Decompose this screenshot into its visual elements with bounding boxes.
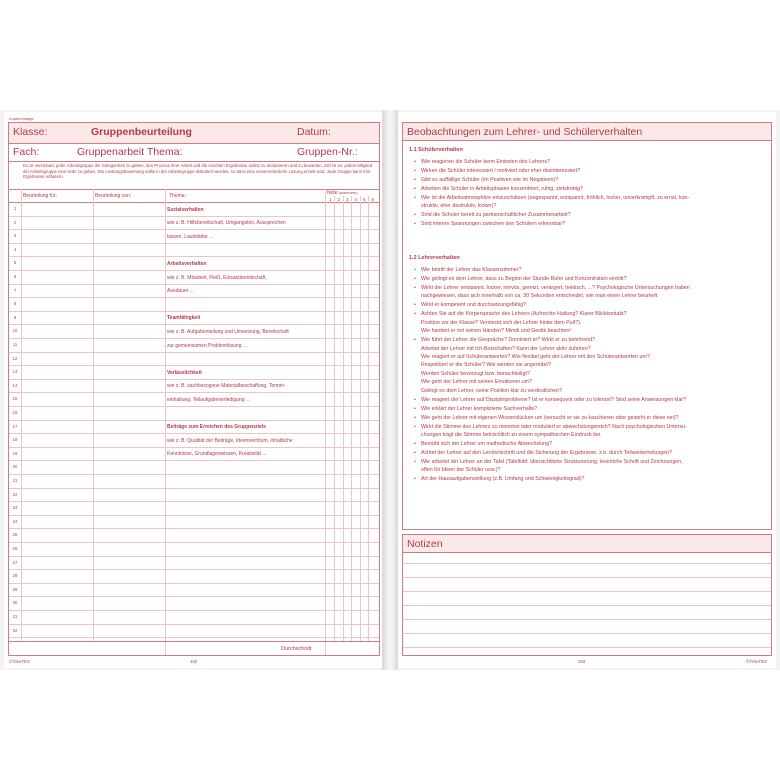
list-item — [414, 414, 766, 422]
list-item — [414, 458, 766, 466]
note-line — [403, 605, 771, 606]
list-item-text: Werden Schüler bevorzugt bzw. benachteiligt? — [421, 370, 530, 377]
col-divider — [21, 189, 22, 641]
table-row — [9, 557, 379, 571]
bullet-icon: • — [414, 337, 416, 344]
page-number-left: 192 — [190, 659, 198, 664]
bullet-icon: • — [414, 168, 416, 174]
notes-box — [402, 534, 772, 656]
table-row — [9, 421, 379, 435]
row-theme-text: wie z. B. Qualität der Beiträge, Ideenreichtum, inhaltliche — [167, 437, 293, 444]
list-item — [414, 301, 766, 309]
col-divider — [165, 189, 166, 655]
col-divider — [334, 196, 335, 641]
form-header — [9, 123, 379, 144]
list-item-text: Wirken die Schüler interessiert / motiviert oder eher desinteressiert? — [421, 168, 581, 174]
class-label: Klasse: — [13, 126, 48, 138]
row-theme-text: einhaltung, Teilaufgabenerledigung ... — [167, 396, 251, 403]
bullet-icon: • — [414, 159, 416, 165]
row-number: 19 — [12, 450, 18, 456]
bullet-icon: • — [414, 405, 416, 412]
list-item — [414, 158, 766, 166]
col-grade-hint: (ankreuzen) — [338, 191, 358, 195]
table-header — [9, 189, 379, 203]
row-number: 29 — [12, 586, 18, 592]
list-item — [414, 275, 766, 283]
col-divider — [343, 196, 344, 641]
row-theme-text: Ausdauer ... — [167, 288, 194, 295]
list-item-text: Wie arbeitet der Lehrer an der Tafel (Tafelbild: übersichtliche Strukturierung, leserliche Schrift und Zeichnungen, — [421, 459, 683, 465]
row-theme-text: lassen, Lautstärke ... — [167, 233, 214, 240]
list-item — [414, 284, 766, 292]
list-item-text: Wie betritt der Lehrer das Klassenzimmer? — [421, 267, 522, 273]
row-number: 25 — [12, 532, 18, 538]
list-item — [414, 310, 766, 318]
list-item — [421, 466, 766, 474]
grade-1: 1 — [329, 197, 332, 202]
section-student-behavior: 1.1 Schülerverhalten — [409, 147, 463, 153]
subject-label: Fach: — [13, 146, 40, 158]
table-row — [9, 380, 379, 394]
col-divider — [368, 196, 369, 641]
table-row — [9, 584, 379, 598]
row-number: 23 — [12, 505, 18, 511]
bullet-icon: • — [414, 459, 416, 465]
grade-3: 3 — [346, 197, 349, 202]
row-theme-text: wie z. B. Hilfsbereitschaft, Umgangston, Aussprechen — [167, 220, 286, 227]
page-number-right: 193 — [578, 659, 586, 664]
observations-title: Beobachtungen zum Lehrer- und Schülerverhalten — [403, 123, 771, 141]
bullet-icon: • — [414, 423, 416, 430]
footer-brand-right: ©TimeTEX — [746, 659, 767, 664]
list-item — [414, 423, 766, 431]
list-item-text: Arbeitet der Lehrer mit Ich-Botschaften? Kann der Lehrer aktiv zuhören? — [421, 345, 591, 352]
row-number: 11 — [12, 342, 18, 347]
list-item — [421, 202, 766, 210]
list-item-text: nachgewiesen, dass sich innerhalb von ca. 30 Sekunden entscheidet, wie man einen Lehrer beurteilt. — [421, 293, 659, 300]
table-row — [9, 489, 379, 503]
table-row — [9, 434, 379, 448]
table-row — [9, 366, 379, 380]
note-line — [403, 577, 771, 578]
list-item — [421, 353, 766, 361]
list-item-text: Wie reagiert der Lehrer auf Disziplinprobleme? Ist er konsequent oder zu tolerant? Sind seine Anweisungen klar? — [421, 396, 686, 403]
table-row — [9, 461, 379, 475]
theme-label: Gruppenarbeit Thema: — [77, 146, 183, 158]
table-row — [9, 339, 379, 353]
table-row — [9, 625, 379, 639]
note-line — [403, 619, 771, 620]
list-item-text: Achten Sie auf die Körpersprache des Lehrers (Aufrechte Haltung? Klarer Blickkontakt? — [421, 311, 627, 318]
bullet-icon: • — [414, 285, 416, 291]
grade-5: 5 — [363, 197, 366, 202]
table-row — [9, 448, 379, 462]
note-line — [403, 591, 771, 592]
list-item — [421, 327, 766, 335]
bullet-icon: • — [414, 441, 416, 447]
list-item — [414, 475, 766, 483]
row-theme-text: zur gemeinsamen Problemlösung ... — [167, 342, 248, 349]
table-row — [9, 230, 379, 244]
bullet-icon: • — [414, 311, 416, 318]
row-number: 18 — [12, 437, 18, 443]
list-item-text: Wie reagieren die Schüler beim Eintreten des Lehrers? — [421, 159, 550, 165]
col-divider — [325, 189, 326, 655]
table-row — [9, 271, 379, 285]
list-item-text: Wie geht der Lehrer mit eigenen Wissenslücken um (versucht er sie zu kaschieren oder gesteht er diese ein)? — [421, 414, 679, 421]
list-item — [414, 336, 766, 344]
row-number: 5 — [13, 260, 17, 266]
footer-brand-left: ©TimeTEX — [9, 659, 30, 664]
row-theme-text: Sozialverhalten — [167, 206, 204, 213]
notes-title: Notizen — [403, 535, 771, 553]
col-divider — [93, 189, 94, 641]
row-number: 7 — [13, 287, 17, 293]
list-item — [414, 167, 766, 175]
list-item — [421, 292, 766, 300]
group-assessment-form — [8, 122, 380, 656]
table-row — [9, 611, 379, 625]
bullet-icon: • — [414, 212, 416, 219]
row-number: 22 — [12, 491, 18, 497]
list-item-text: Art der Hausaufgabenstellung (z.B. Umfang und Schwierigkeitsgrad)? — [421, 476, 585, 483]
row-theme-text: wie z. B. sachbezogene Materialbeschaffung, Termin- — [167, 383, 286, 390]
col-assessment-for: Beurteilung für: — [23, 193, 57, 199]
list-item-text: Wie gelingt es dem Lehrer, dass zu Beginn der Stunde Ruhe und Konzentration eintritt? — [421, 276, 627, 282]
bullet-icon: • — [414, 186, 416, 192]
table-row — [9, 325, 379, 339]
grade-4: 4 — [354, 197, 358, 202]
list-item-text: Respektiert er die Schüler? Wie werden sie angeredet? — [421, 362, 551, 369]
list-item-text: chungen trägt die Stimme beträchtlich zu einem sympathischen Eindruck bei. — [421, 432, 602, 438]
bullet-icon: • — [414, 450, 416, 456]
date-label: Datum: — [297, 126, 331, 138]
list-item-text: Wie ist die Arbeitsatmosphäre einzuschätzen (angespannt, entspannt, fröhlich, locker, unverkrampft, zu ernst, kon- — [421, 195, 690, 201]
row-number: 24 — [12, 518, 18, 524]
col-assessment-by: Beurteilung von: — [95, 193, 132, 199]
table-row — [9, 312, 379, 326]
left-page — [4, 112, 382, 668]
list-item-text: Achtet der Lehrer auf den Lernfortschritt und die Sicherung der Ergebnisse, z.b. durch Teilwiederholungen? — [421, 450, 673, 456]
col-divider — [360, 196, 361, 641]
table-row — [9, 407, 379, 421]
list-item — [421, 387, 766, 395]
row-number: 15 — [12, 396, 18, 402]
table-row — [9, 597, 379, 611]
row-number: 16 — [12, 410, 18, 415]
kopiervorlage-label: Kopiervorlage — [9, 116, 34, 121]
bullet-icon: • — [414, 276, 416, 282]
list-item — [414, 440, 766, 448]
section-teacher-behavior: 1.2 Lehrerverhalten — [409, 255, 460, 261]
col-theme: Thema: — [169, 193, 186, 199]
bullet-icon: • — [414, 396, 416, 403]
row-number: 21 — [12, 478, 18, 483]
row-number: 17 — [12, 423, 18, 429]
col-divider — [351, 196, 352, 641]
row-theme-text: Beiträge zum Erreichen des Gruppenziels — [167, 424, 266, 431]
row-theme-text: wie z. B. Mitarbeit, Fleiß, Einsatzbereitschaft, — [167, 274, 267, 281]
group-number-label: Gruppen-Nr.: — [297, 146, 358, 158]
list-item — [414, 449, 766, 457]
col-grade-label: Note — [327, 190, 338, 196]
row-number: 14 — [12, 382, 18, 388]
list-item-text: Wie führt der Lehrer die Gespräche? Dominiert er? Wirkt er zu belehrend? — [421, 337, 595, 344]
list-item-text: Position vor der Klasse? Versteckt sich der Lehrer hinter dem Pult?). — [421, 319, 582, 326]
list-item-text: offen für Ideen der Schüler usw.)? — [421, 467, 501, 474]
right-page — [398, 112, 776, 668]
list-item-text: Wirkt er kompetent und durchsetzungsfähig? — [421, 302, 527, 309]
note-line — [403, 633, 771, 634]
table-row — [9, 244, 379, 258]
table-row — [9, 543, 379, 557]
form-subheader — [9, 143, 379, 162]
table-row — [9, 529, 379, 543]
row-number: 9 — [13, 314, 17, 320]
row-number: 30 — [12, 600, 18, 606]
bullet-icon: • — [414, 221, 416, 228]
list-item — [414, 220, 766, 228]
form-title: Gruppenbeurteilung — [91, 126, 192, 138]
note-line — [403, 563, 771, 564]
list-item — [421, 345, 766, 353]
table-row — [9, 502, 379, 516]
table-row — [9, 285, 379, 299]
list-item — [421, 378, 766, 386]
row-number: 10 — [12, 328, 18, 334]
row-number: 3 — [13, 233, 17, 239]
list-item — [421, 370, 766, 378]
note-line — [403, 647, 771, 648]
list-item — [421, 319, 766, 327]
bullet-icon: • — [414, 195, 416, 201]
list-item — [421, 361, 766, 369]
average-row — [9, 641, 379, 656]
list-item-text: Gelingt es dem Lehrer, seine Position klar zu verdeutlichen? — [421, 387, 563, 394]
list-item — [414, 211, 766, 219]
list-item — [414, 405, 766, 413]
row-number: 32 — [12, 627, 18, 633]
row-theme-text: wie z. B. Aufgabenteilung und Umsetzung, Bereitschaft — [167, 328, 289, 335]
table-row — [9, 298, 379, 312]
row-number: 8 — [13, 301, 17, 307]
table-row — [9, 393, 379, 407]
list-item-text: struktiv, eher destruktiv, locker)? — [421, 203, 497, 210]
book-gutter — [382, 110, 398, 670]
table-row — [9, 516, 379, 530]
bullet-icon: • — [414, 476, 416, 483]
bullet-icon: • — [414, 267, 416, 273]
list-item-text: Wie reagiert er auf Schülerantworten? Wie flexibel geht der Lehrer mit den Schülerantworten um? — [421, 354, 650, 360]
row-number: 12 — [12, 355, 18, 361]
table-row — [9, 217, 379, 231]
average-label: Durchschnitt — [281, 646, 312, 652]
list-item-text: Wie hantiert er mit seinen Händen? Mimik und Gestik beachten! — [421, 328, 571, 335]
row-number: 2 — [13, 219, 17, 225]
list-item-text: Gibt es auffällige Schüler (im Positiven wie im Negativen)? — [421, 177, 559, 183]
row-theme-text: Arbeitsverhalten — [167, 260, 207, 267]
bullet-icon: • — [414, 177, 416, 183]
row-number: 4 — [13, 246, 17, 252]
list-item — [414, 266, 766, 274]
row-number: 28 — [12, 573, 18, 579]
row-theme-text: Teamfähigkeit — [167, 315, 201, 322]
row-number: 26 — [12, 546, 18, 551]
row-number: 27 — [12, 559, 18, 565]
row-number: 31 — [12, 614, 18, 619]
list-item-text: Bemüht sich der Lehrer um methodische Abwechslung? — [421, 441, 553, 447]
bullet-icon: • — [414, 302, 416, 309]
list-item — [414, 396, 766, 404]
list-item-text: Sind interne Spannungen zwischen den Schülern erkennbar? — [421, 221, 565, 228]
list-item — [414, 176, 766, 184]
list-item-text: Arbeiten die Schüler in Arbeitsphasen konzentriert, ruhig, zielstrebig? — [421, 186, 583, 192]
row-number: 1 — [13, 206, 17, 211]
list-item-text: Wie erklärt der Lehrer komplizierte Sachverhalte? — [421, 405, 538, 412]
list-item-text: Wie geht der Lehrer mit seinen Emotionen um? — [421, 379, 532, 386]
bullet-icon: • — [414, 414, 416, 421]
table-row — [9, 257, 379, 271]
row-theme-text: Kenntnisse, Grundlagenwissen, Kreativität ... — [167, 451, 267, 458]
list-item-text: Wirkt die Stimme des Lehrers zu monoton oder moduliert er abwechslungsreich? Nach psychologischen Untersu- — [421, 423, 687, 430]
table-row — [9, 203, 379, 217]
row-theme-text: Verlässlichkeit — [167, 369, 202, 376]
table-row — [9, 353, 379, 367]
list-item-text: Wirkt der Lehrer entspannt, locker, nervös, gereizt, verärgert, hektisch, ...? Psychologische Untersuchungen haben — [421, 285, 690, 291]
row-number: 20 — [12, 464, 18, 470]
list-item — [414, 194, 766, 202]
list-item — [414, 185, 766, 193]
table-row — [9, 570, 379, 584]
grade-6: 6 — [371, 197, 375, 202]
row-number: 13 — [12, 369, 18, 375]
row-number: 6 — [13, 274, 17, 279]
list-item-text: Sind die Schüler bereit zu partnerschaftlicher Zusammenarbeit? — [421, 212, 571, 219]
observations-box — [402, 122, 772, 530]
intro-text: Es ist vereinbart, jeder Arbeitsgruppe die Gelegenheit zu geben, den Prozess ihrer Arbeit und die erzielten Ergebnisse selbst zu analysieren und zu bewerten. Ziel ist es, jedem Mitglied der Arbeitsgruppe eine Note zu geben. Die Leistungsbewertung sollte in der Arbeitsgruppe diskutiert werden, so dass eine einvernehmliche Lösung erzielt wird. Jede Gruppe kann ihre Ergebnisse erläutern. — [23, 163, 373, 180]
grade-2: 2 — [337, 197, 341, 202]
list-item — [421, 431, 766, 439]
table-row — [9, 475, 379, 489]
